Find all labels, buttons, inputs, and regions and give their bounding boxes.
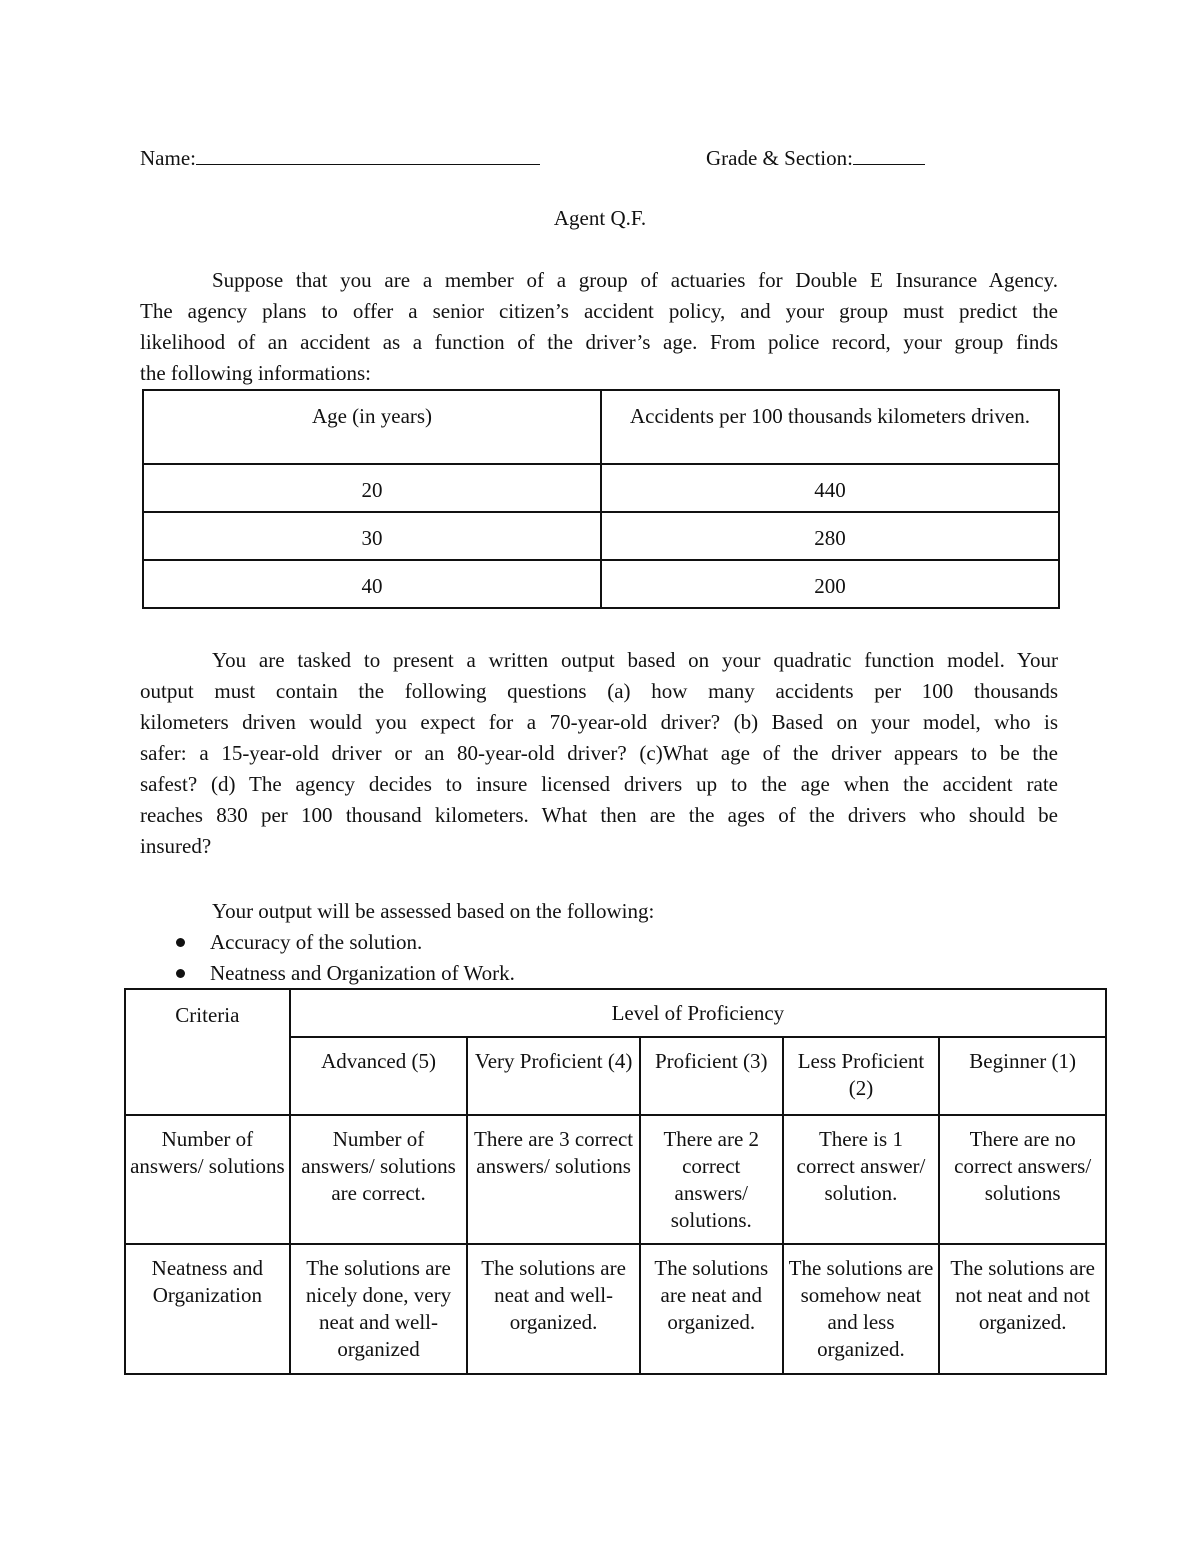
task-line: safer: a 15-year-old driver or an 80-year-old driver? (c)What age of the driver appears to be the	[140, 741, 1058, 765]
intro-line: likelihood of an accident as a function of the driver’s age. From police record, your group finds	[140, 330, 1058, 354]
age-accident-table	[142, 389, 1060, 609]
rubric-cell: The solutions are not neat and not organized.	[939, 1244, 1106, 1374]
level-very-proficient: Very Proficient (4)	[467, 1037, 640, 1115]
table-row	[125, 1115, 1106, 1244]
rubric-cell: Number of answers/ solutions are correct.	[290, 1115, 468, 1244]
list-item	[176, 927, 515, 958]
task-paragraph	[140, 645, 1058, 862]
document-title: Agent Q.F.	[553, 206, 647, 230]
task-line: output must contain the following questions (a) how many accidents per 100 thousands	[140, 679, 1058, 703]
task-line: insured?	[140, 834, 212, 858]
accidents-cell: 200	[601, 560, 1059, 608]
assessment-bullet-list	[176, 927, 515, 989]
criterion-cell: Number of answers/ solutions	[125, 1115, 290, 1244]
rubric-cell: There are 3 correct answers/ solutions	[467, 1115, 640, 1244]
rubric-cell: There are 2 correct answers/ solutions.	[640, 1115, 783, 1244]
grade-section-blank[interactable]	[853, 144, 925, 165]
bullet-text: Accuracy of the solution.	[210, 930, 423, 954]
table-row	[143, 464, 1059, 512]
rubric-header-row	[125, 989, 1106, 1037]
intro-paragraph	[140, 265, 1058, 389]
accidents-cell: 440	[601, 464, 1059, 512]
level-proficient: Proficient (3)	[640, 1037, 783, 1115]
bullet-icon	[176, 938, 185, 947]
level-less-proficient: Less Proficient (2)	[783, 1037, 940, 1115]
task-line: kilometers driven would you expect for a 70-year-old driver? (b) Based on your model, who is	[140, 710, 1058, 734]
intro-line: the following informations:	[140, 361, 371, 385]
name-label: Name:	[140, 146, 196, 170]
rubric-cell: There are no correct answers/ solutions	[939, 1115, 1106, 1244]
name-blank[interactable]	[196, 144, 540, 165]
rubric-cell: There is 1 correct answer/ solution.	[783, 1115, 940, 1244]
age-cell: 30	[143, 512, 601, 560]
age-cell: 40	[143, 560, 601, 608]
list-item	[176, 958, 515, 989]
task-line: You are tasked to present a written output based on your quadratic function model. Your	[212, 648, 1058, 672]
intro-line: Suppose that you are a member of a group of actuaries for Double E Insurance Agency.	[212, 268, 1058, 292]
bullet-text: Neatness and Organization of Work.	[210, 961, 515, 985]
age-cell: 20	[143, 464, 601, 512]
level-beginner: Beginner (1)	[939, 1037, 1106, 1115]
task-line: safest? (d) The agency decides to insure licensed drivers up to the age when the accident rate	[140, 772, 1058, 796]
rubric-cell: The solutions are neat and well-organized.	[467, 1244, 640, 1374]
bullet-icon	[176, 969, 185, 978]
criteria-header: Criteria	[125, 989, 290, 1115]
level-advanced: Advanced (5)	[290, 1037, 468, 1115]
rubric-cell: The solutions are nicely done, very neat and well-organized	[290, 1244, 468, 1374]
name-field	[140, 144, 540, 171]
table-header-row	[143, 390, 1059, 464]
assessment-lead: Your output will be assessed based on the following:	[212, 899, 655, 923]
table-row	[125, 1244, 1106, 1374]
accidents-header: Accidents per 100 thousands kilometers driven.	[601, 390, 1059, 464]
accidents-cell: 280	[601, 512, 1059, 560]
table-row	[143, 512, 1059, 560]
criterion-cell: Neatness and Organization	[125, 1244, 290, 1374]
rubric-table	[124, 988, 1107, 1375]
rubric-cell: The solutions are somehow neat and less organized.	[783, 1244, 940, 1374]
intro-line: The agency plans to offer a senior citizen’s accident policy, and your group must predict the	[140, 299, 1058, 323]
grade-section-label: Grade & Section:	[706, 146, 853, 170]
level-header: Level of Proficiency	[290, 989, 1106, 1037]
task-line: reaches 830 per 100 thousand kilometers. What then are the ages of the drivers who should be	[140, 803, 1058, 827]
table-row	[143, 560, 1059, 608]
rubric-cell: The solutions are neat and organized.	[640, 1244, 783, 1374]
age-header: Age (in years)	[143, 390, 601, 464]
grade-section-field	[706, 144, 925, 171]
